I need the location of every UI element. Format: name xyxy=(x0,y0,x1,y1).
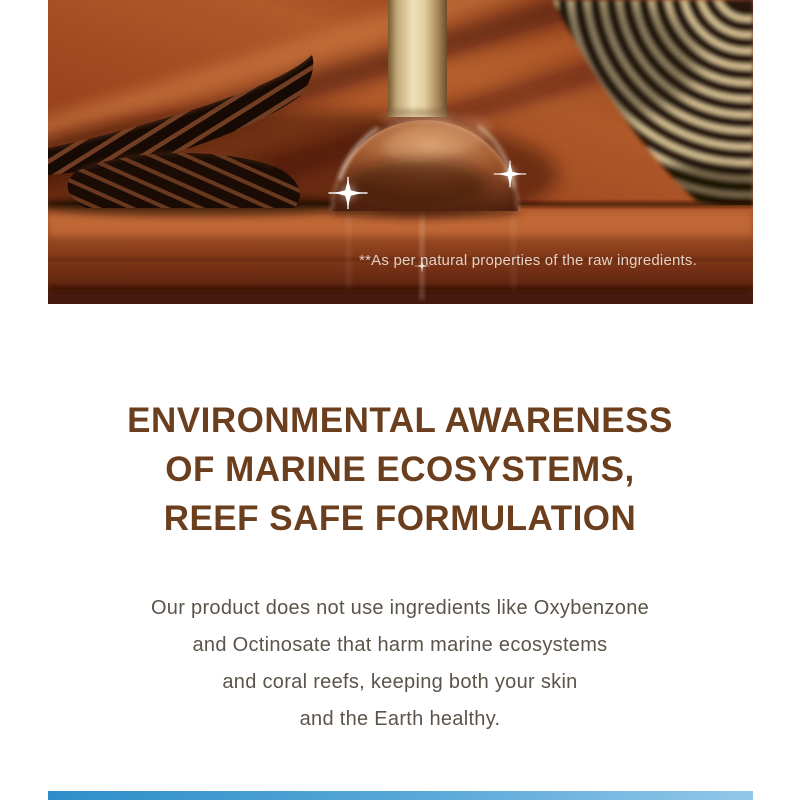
body-line-4: and the Earth healthy. xyxy=(299,708,501,730)
headline-line-2: OF MARINE ECOSYSTEMS, xyxy=(165,450,635,489)
photo-caption: **As per natural properties of the raw ingredients. xyxy=(359,252,697,269)
bottom-accent-strip xyxy=(48,791,753,800)
body-line-3: and coral reefs, keeping both your skin xyxy=(222,671,578,693)
body-line-1: Our product does not use ingredients like Oxybenzone xyxy=(150,597,650,619)
product-photo xyxy=(48,0,753,304)
headline-line-1: ENVIRONMENTAL AWARENESS xyxy=(127,401,673,440)
body-line-2: and Octinosate that harm marine ecosystems xyxy=(192,634,608,656)
dropper-stem xyxy=(381,0,453,127)
page-title xyxy=(0,396,800,543)
headline-line-3: REEF SAFE FORMULATION xyxy=(163,499,637,538)
body-paragraph xyxy=(0,590,800,738)
